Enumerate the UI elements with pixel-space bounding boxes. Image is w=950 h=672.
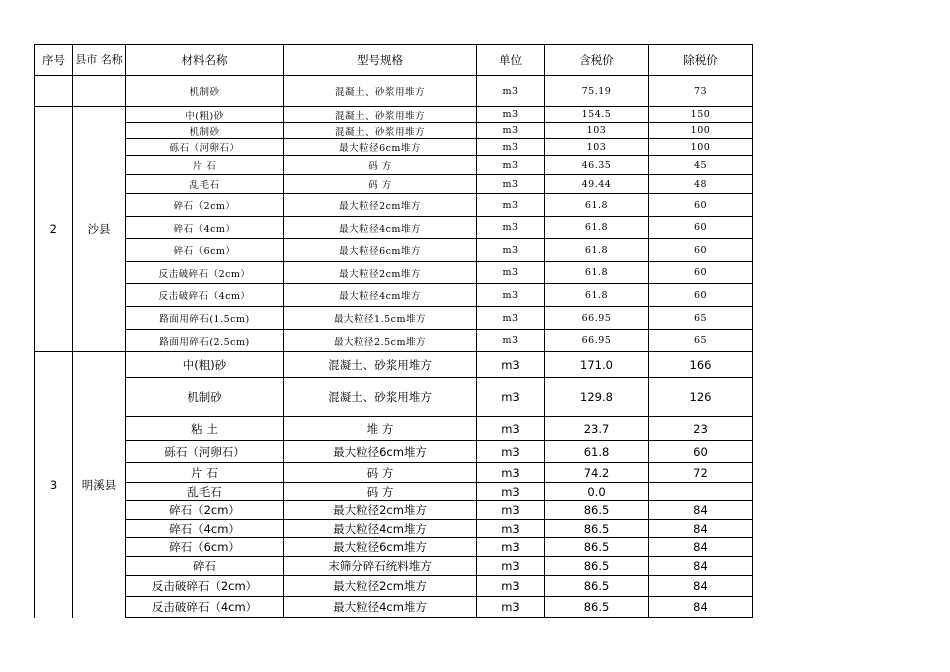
spec-cell: 最大粒径4cm堆方: [284, 520, 477, 538]
unit-cell: m3: [477, 417, 545, 441]
price-tax-cell: 0.0: [545, 483, 649, 501]
price-tax-cell: 61.8: [545, 262, 649, 284]
unit-cell: m3: [477, 262, 545, 284]
material-cell: 粘 土: [126, 417, 284, 441]
price-notax-cell: 126: [649, 378, 753, 417]
header-row: [35, 45, 753, 76]
material-cell: 片 石: [126, 463, 284, 483]
table-row: [35, 156, 753, 175]
material-cell: 碎石（2cm）: [126, 501, 284, 520]
header-unit: 单位: [477, 45, 545, 76]
spec-cell: 混凝土、砂浆用堆方: [284, 378, 477, 417]
price-notax-cell: 65: [649, 330, 753, 352]
table-row: [35, 483, 753, 501]
price-notax-cell: [649, 483, 753, 501]
unit-cell: m3: [477, 107, 545, 123]
spec-cell: 最大粒径6cm堆方: [284, 239, 477, 262]
price-notax-cell: 84: [649, 538, 753, 557]
header-seq: 序号: [35, 45, 73, 76]
table-row: [35, 107, 753, 123]
price-tax-cell: 103: [545, 123, 649, 139]
table-row: [35, 139, 753, 156]
unit-cell: m3: [477, 463, 545, 483]
spec-cell: 混凝土、砂浆用堆方: [284, 76, 477, 107]
spec-cell: 码 方: [284, 156, 477, 175]
unit-cell: m3: [477, 217, 545, 239]
unit-cell: m3: [477, 352, 545, 378]
table-row: [35, 557, 753, 576]
price-tax-cell: 75.19: [545, 76, 649, 107]
price-notax-cell: 60: [649, 217, 753, 239]
unit-cell: m3: [477, 576, 545, 597]
spec-cell: 最大粒径6cm堆方: [284, 139, 477, 156]
spec-cell: 最大粒径4cm堆方: [284, 284, 477, 307]
group-seq: 2: [35, 107, 73, 352]
price-notax-cell: 60: [649, 239, 753, 262]
unit-cell: m3: [477, 194, 545, 217]
material-cell: 中(粗)砂: [126, 352, 284, 378]
header-county: 县市 名称: [73, 45, 126, 76]
table-row: [35, 217, 753, 239]
price-notax-cell: 84: [649, 576, 753, 597]
price-notax-cell: 60: [649, 284, 753, 307]
spec-cell: 末筛分碎石统料堆方: [284, 557, 477, 576]
header-material: 材料名称: [126, 45, 284, 76]
material-cell: 乱毛石: [126, 175, 284, 194]
price-tax-cell: 66.95: [545, 307, 649, 330]
unit-cell: m3: [477, 378, 545, 417]
unit-cell: m3: [477, 284, 545, 307]
price-tax-cell: 46.35: [545, 156, 649, 175]
header-spec: 型号规格: [284, 45, 477, 76]
unit-cell: m3: [477, 483, 545, 501]
price-notax-cell: 45: [649, 156, 753, 175]
price-notax-cell: 100: [649, 123, 753, 139]
price-notax-cell: 84: [649, 597, 753, 618]
price-notax-cell: 23: [649, 417, 753, 441]
table-row: [35, 501, 753, 520]
material-cell: 反击破碎石（4cm）: [126, 284, 284, 307]
price-notax-cell: 60: [649, 262, 753, 284]
spec-cell: 最大粒径6cm堆方: [284, 441, 477, 463]
material-cell: 机制砂: [126, 123, 284, 139]
spec-cell: 码 方: [284, 175, 477, 194]
spec-cell: 最大粒径4cm堆方: [284, 217, 477, 239]
price-tax-cell: 86.5: [545, 520, 649, 538]
header-price-tax: 含税价: [545, 45, 649, 76]
material-cell: 碎石: [126, 557, 284, 576]
group-county: 明溪县: [73, 352, 126, 618]
material-cell: 中(粗)砂: [126, 107, 284, 123]
unit-cell: m3: [477, 538, 545, 557]
material-cell: 机制砂: [126, 378, 284, 417]
table-row: [35, 441, 753, 463]
unit-cell: m3: [477, 520, 545, 538]
material-cell: 碎石（2cm）: [126, 194, 284, 217]
price-tax-cell: 103: [545, 139, 649, 156]
table-row: [35, 352, 753, 378]
table-row: [35, 463, 753, 483]
table-row: [35, 307, 753, 330]
table-row: [35, 123, 753, 139]
unit-cell: m3: [477, 501, 545, 520]
price-tax-cell: 61.8: [545, 441, 649, 463]
unit-cell: m3: [477, 139, 545, 156]
group-county: 沙县: [73, 107, 126, 352]
material-cell: 路面用碎石(1.5cm): [126, 307, 284, 330]
price-notax-cell: 65: [649, 307, 753, 330]
spec-cell: 最大粒径2cm堆方: [284, 262, 477, 284]
material-cell: 反击破碎石（2cm）: [126, 576, 284, 597]
county-cell: [73, 76, 126, 107]
price-notax-cell: 84: [649, 557, 753, 576]
price-tax-cell: 86.5: [545, 501, 649, 520]
price-notax-cell: 72: [649, 463, 753, 483]
material-cell: 碎石（4cm）: [126, 520, 284, 538]
unit-cell: m3: [477, 175, 545, 194]
table-row: [35, 194, 753, 217]
spec-cell: 混凝土、砂浆用堆方: [284, 123, 477, 139]
price-tax-cell: 86.5: [545, 597, 649, 618]
spec-cell: 码 方: [284, 463, 477, 483]
table-row: [35, 576, 753, 597]
spec-cell: 最大粒径2cm堆方: [284, 576, 477, 597]
material-cell: 片 石: [126, 156, 284, 175]
material-cell: 反击破碎石（2cm）: [126, 262, 284, 284]
price-notax-cell: 166: [649, 352, 753, 378]
material-cell: 砾石（河卵石）: [126, 441, 284, 463]
spec-cell: 最大粒径1.5cm堆方: [284, 307, 477, 330]
price-tax-cell: 86.5: [545, 538, 649, 557]
price-notax-cell: 60: [649, 441, 753, 463]
unit-cell: m3: [477, 307, 545, 330]
table-row: [35, 330, 753, 352]
unit-cell: m3: [477, 156, 545, 175]
unit-cell: m3: [477, 441, 545, 463]
price-tax-cell: 154.5: [545, 107, 649, 123]
material-cell: 碎石（6cm）: [126, 538, 284, 557]
price-tax-cell: 61.8: [545, 284, 649, 307]
price-tax-cell: 61.8: [545, 217, 649, 239]
spec-cell: 最大粒径2.5cm堆方: [284, 330, 477, 352]
unit-cell: m3: [477, 557, 545, 576]
price-notax-cell: 60: [649, 194, 753, 217]
material-cell: 路面用碎石(2.5cm): [126, 330, 284, 352]
price-tax-cell: 129.8: [545, 378, 649, 417]
price-tax-cell: 61.8: [545, 239, 649, 262]
price-tax-cell: 66.95: [545, 330, 649, 352]
price-table: [34, 44, 753, 618]
price-notax-cell: 48: [649, 175, 753, 194]
unit-cell: m3: [477, 239, 545, 262]
group-seq: 3: [35, 352, 73, 618]
table-row: [35, 378, 753, 417]
spec-cell: 堆 方: [284, 417, 477, 441]
unit-cell: m3: [477, 330, 545, 352]
table-row: [35, 262, 753, 284]
price-notax-cell: 100: [649, 139, 753, 156]
price-tax-cell: 49.44: [545, 175, 649, 194]
spec-cell: 混凝土、砂浆用堆方: [284, 352, 477, 378]
material-cell: 碎石（6cm）: [126, 239, 284, 262]
unit-cell: m3: [477, 597, 545, 618]
spec-cell: 最大粒径4cm堆方: [284, 597, 477, 618]
table-row: [35, 520, 753, 538]
table-row: [35, 417, 753, 441]
price-tax-cell: 74.2: [545, 463, 649, 483]
price-tax-cell: 86.5: [545, 557, 649, 576]
material-cell: 乱毛石: [126, 483, 284, 501]
table-row: [35, 239, 753, 262]
seq-cell: [35, 76, 73, 107]
table-row: [35, 284, 753, 307]
price-tax-cell: 61.8: [545, 194, 649, 217]
material-cell: 反击破碎石（4cm）: [126, 597, 284, 618]
spec-cell: 最大粒径6cm堆方: [284, 538, 477, 557]
price-tax-cell: 86.5: [545, 576, 649, 597]
spec-cell: 码 方: [284, 483, 477, 501]
price-notax-cell: 73: [649, 76, 753, 107]
spec-cell: 最大粒径2cm堆方: [284, 501, 477, 520]
unit-cell: m3: [477, 123, 545, 139]
price-notax-cell: 84: [649, 501, 753, 520]
header-price-notax: 除税价: [649, 45, 753, 76]
material-cell: 碎石（4cm）: [126, 217, 284, 239]
table-row: [35, 76, 753, 107]
spec-cell: 混凝土、砂浆用堆方: [284, 107, 477, 123]
price-notax-cell: 84: [649, 520, 753, 538]
material-cell: 机制砂: [126, 76, 284, 107]
price-tax-cell: 171.0: [545, 352, 649, 378]
price-notax-cell: 150: [649, 107, 753, 123]
table-row: [35, 175, 753, 194]
unit-cell: m3: [477, 76, 545, 107]
price-tax-cell: 23.7: [545, 417, 649, 441]
spec-cell: 最大粒径2cm堆方: [284, 194, 477, 217]
table-row: [35, 597, 753, 618]
material-cell: 砾石（河卵石）: [126, 139, 284, 156]
table-row: [35, 538, 753, 557]
